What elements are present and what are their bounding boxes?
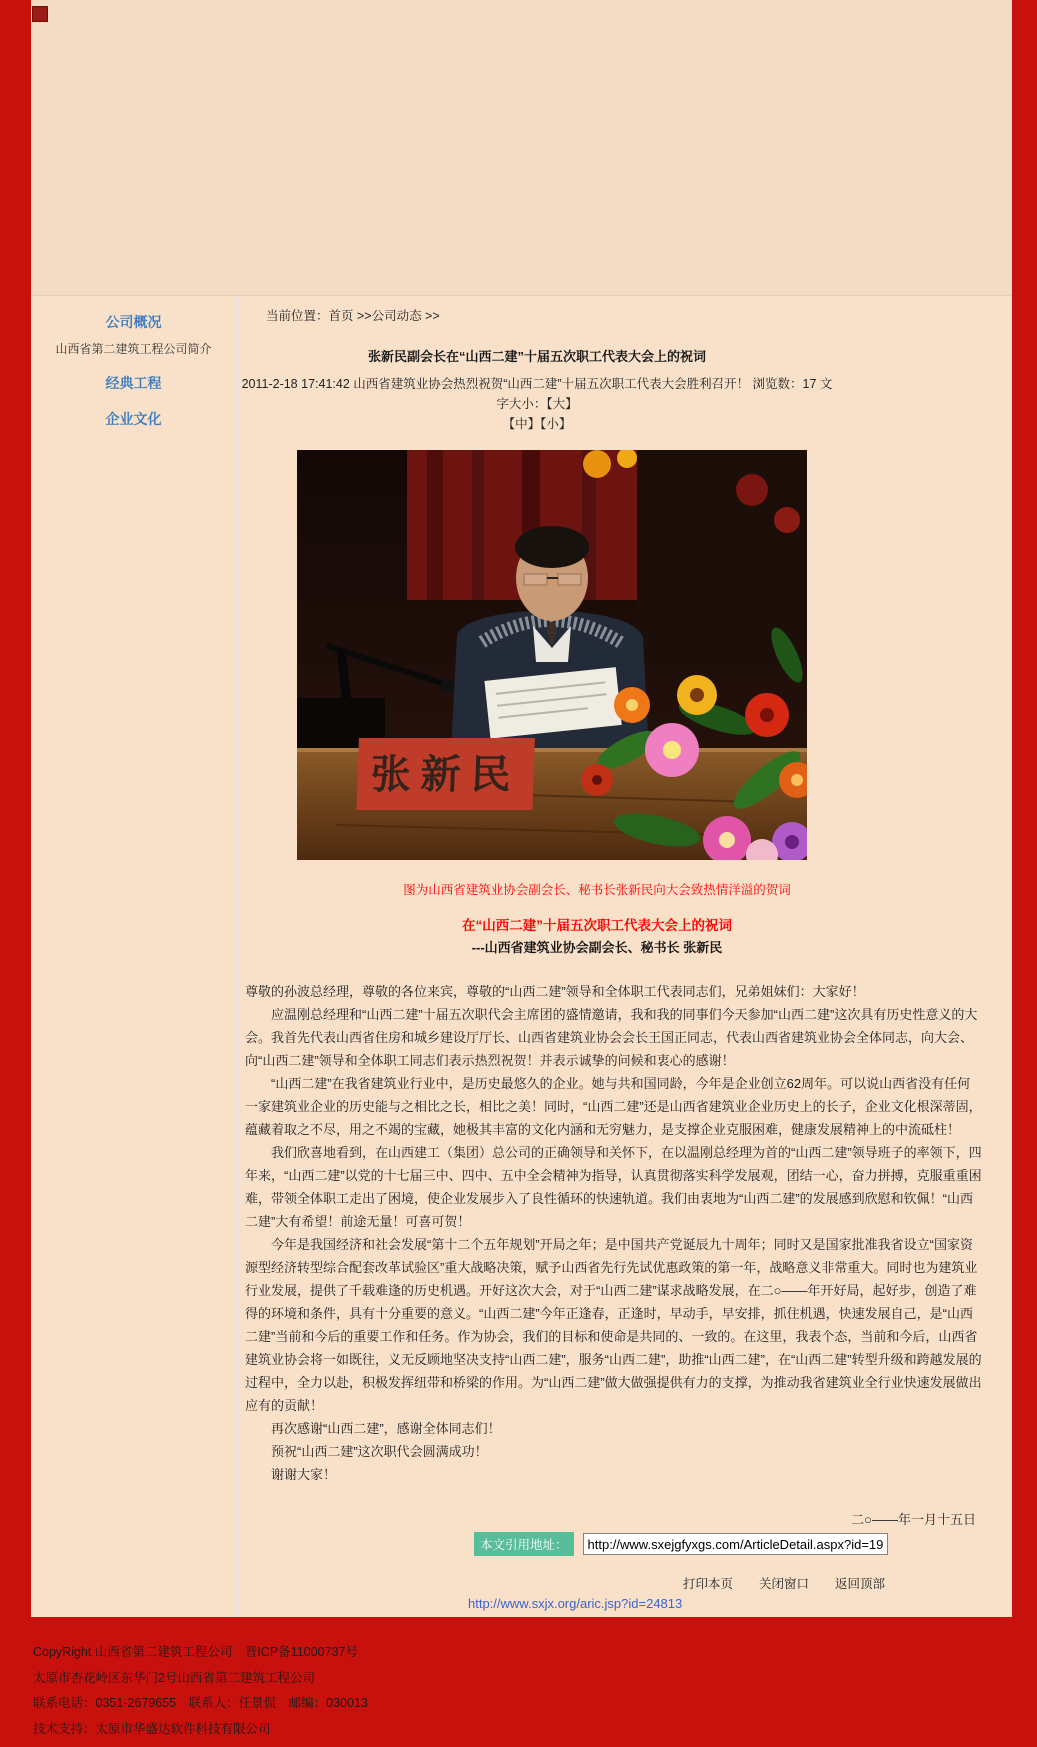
breadcrumb[interactable]: 当前位置：首页 >>公司动态 >> [266, 309, 440, 323]
article-paragraph: “山西二建”在我省建筑业行业中，是历史最悠久的企业。她与共和国同龄，今年是企业创立62周年。可以说山西省没有任何一家建筑业企业的历史能与之相比之长，相比之美！同时，“山西二建”还是山西省建筑业企业历史上的长子，企业文化根深蒂固，蕴藏着取之不尽，用之不竭的宝藏，她极其丰富的文化内涵和无穷魅力，是支撑企业克服困难，健康发展精神上的中流砥柱！ [245, 1076, 982, 1137]
header-banner-area [31, 0, 1012, 296]
sidebar-nav [31, 296, 236, 429]
article-paragraph: 谢谢大家！ [271, 1467, 337, 1482]
article-meta-text: 2011-2-18 17:41:42 山西省建筑业协会热烈祝贺“山西二建”十届五次职工代表大会胜利召开！ 浏览数：17 文字大小： [241, 377, 833, 411]
article-photo [297, 450, 807, 860]
footer-line: 技术支持：太原市华盛达软件科技有限公司 [33, 1721, 271, 1736]
font-size-medium-button[interactable]: 【中】 [502, 417, 541, 431]
font-size-small-button[interactable]: 【小】 [540, 417, 572, 431]
citation-row [474, 1532, 888, 1556]
article-title: 张新民副会长在“山西二建”十届五次职工代表大会上的祝词 [367, 349, 706, 364]
article-actions [683, 1574, 885, 1592]
article-paragraph: 应温刚总经理和“山西二建”十届五次职代会主席团的盛情邀请，我和我的同事们今天参加“山西二建”这次具有历史性意义的大会。我首先代表山西省住房和城乡建设厅厅长、山西省建筑业协会会长王国正同志，代表山西省建筑业协会全体同志，向大会、向“山西二建”领导和全体职工同志们表示热烈祝贺！并表示诚挚的问候和衷心的感谢！ [245, 1007, 978, 1068]
speech-title: 在“山西二建”十届五次职工代表大会上的祝词 [462, 918, 732, 933]
article-paragraph: 再次感谢“山西二建”，感谢全体同志们！ [271, 1421, 501, 1436]
action-link[interactable]: 关闭窗口 [759, 1577, 810, 1591]
broken-image-icon [32, 6, 48, 22]
article-paragraph: 尊敬的孙波总经理，尊敬的各位来宾，尊敬的“山西二建”领导和全体职工代表同志们，兄弟姐妹们：大家好！ [245, 984, 865, 999]
content-panel [31, 0, 1012, 1617]
speech-author: ---山西省建筑业协会副会长、秘书长 张新民 [471, 940, 723, 955]
sidebar-item[interactable]: 公司概况 [105, 314, 162, 330]
citation-url-input[interactable] [583, 1533, 888, 1555]
article-paragraph: 今年是我国经济和社会发展“第十二个五年规划”开局之年；是中国共产党诞辰九十周年；同时又是国家批准我省设立“国家资源型经济转型综合配套改革试验区”重大战略决策，赋予山西省先行先试优惠政策的第一年，战略意义非常重大。同时也为建筑业行业发展，提供了千载难逢的历史机遇。开好这次大会，对于“山西二建”谋求战略发展，在二○——年开好局，起好步，创造了难得的环境和条件，具有十分重要的意义。“山西二建”今年正逢春，正逢时，早动手，早安排，抓住机遇，快速发展自己，是“山西二建”当前和今后的重要工作和任务。作为协会，我们的目标和使命是共同的、一致的。在这里，我表个态，当前和今后，山西省建筑业协会将一如既往，义无反顾地坚决支持“山西二建”，服务“山西二建”，助推“山西二建”，在“山西二建”转型升级和跨越发展的过程中，全力以赴，积极发挥纽带和桥梁的作用。为“山西二建”做大做强提供有力的支撑，为推动我省建筑业全行业快速发展做出应有的贡献！ [245, 1237, 982, 1413]
citation-label: 本文引用地址： [474, 1532, 574, 1556]
external-article-link[interactable]: http://www.sxjx.org/aric.jsp?id=24813 [468, 1596, 683, 1611]
article-date: 二○——年一月十五日 [851, 1512, 976, 1527]
footer-line: CopyRight 山西省第二建筑工程公司 晋ICP备11000737号 [33, 1645, 358, 1659]
footer-line: 太原市杏花岭区东华门2号山西省第二建筑工程公司 [33, 1670, 315, 1685]
article-paragraph: 预祝“山西二建”这次职代会圆满成功！ [271, 1444, 488, 1459]
main-column [236, 296, 1012, 1617]
photo-caption: 图为山西省建筑业协会副会长、秘书长张新民向大会致热情洋溢的贺词 [403, 883, 791, 897]
footer-line: 联系电话：0351-2679655 联系人：任景侃 邮编：030013 [33, 1696, 368, 1710]
svg-text:张新民: 张新民 [369, 753, 522, 797]
article-paragraph: 我们欣喜地看到，在山西建工（集团）总公司的正确领导和关怀下，在以温刚总经理为首的“山西二建”领导班子的率领下，四年来，“山西二建”以党的十七届三中、四中、五中全会精神为指导，认真贯彻落实科学发展观，团结一心，奋力拼搏，克服重重困难，带领全体职工走出了困境，使企业发展步入了良性循环的快速轨道。我们由衷地为“山西二建”的发展感到欣慰和钦佩！“山西二建”大有希望！前途无量！可喜可贺！ [245, 1145, 982, 1229]
sidebar-item[interactable]: 企业文化 [105, 411, 162, 427]
action-link[interactable]: 返回顶部 [835, 1577, 886, 1591]
page-footer [33, 1640, 368, 1742]
action-link[interactable]: 打印本页 [683, 1577, 734, 1591]
font-size-large-button[interactable]: 【大】 [546, 397, 578, 411]
sidebar-item[interactable]: 经典工程 [105, 375, 162, 391]
article-meta [237, 374, 837, 434]
sidebar-item[interactable]: 山西省第二建筑工程公司简介 [55, 342, 212, 356]
article-body [245, 980, 982, 1486]
